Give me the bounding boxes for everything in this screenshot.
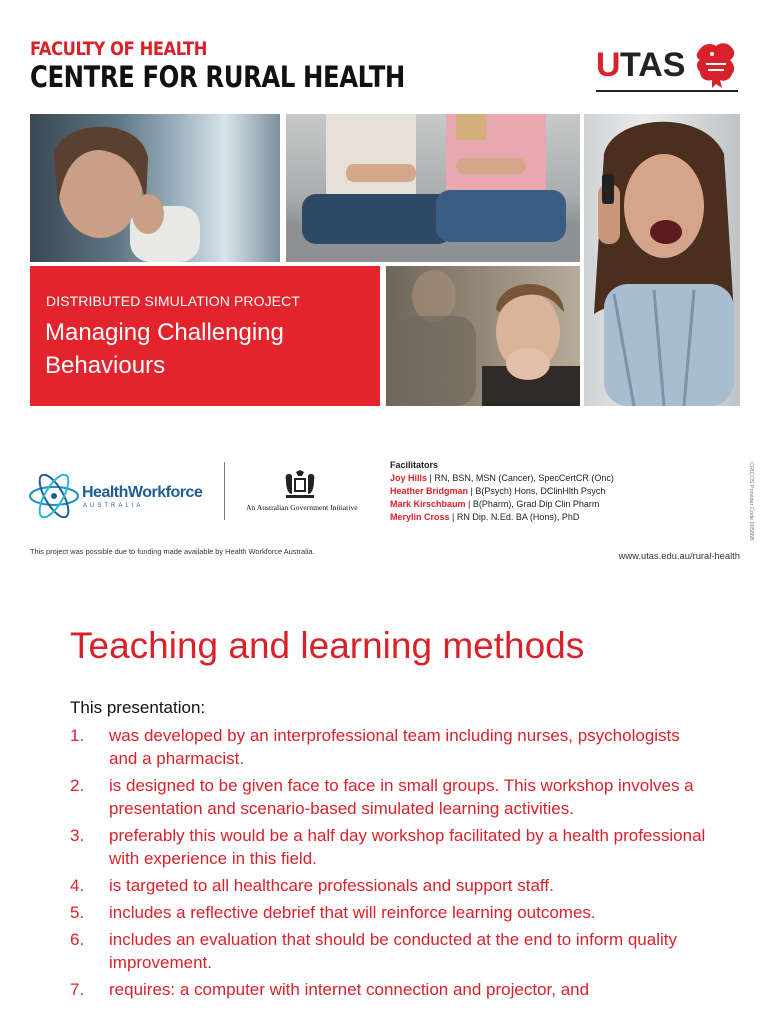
item-text: is targeted to all healthcare professionals and support staff. [109,876,554,895]
facilitator-row [390,485,614,498]
item-number: 4. [70,876,85,895]
item-text: includes an evaluation that should be conducted at the end to inform quality improvement. [109,930,677,972]
facilitator-row [390,498,614,511]
list-item [70,774,710,820]
project-label: DISTRIBUTED SIMULATION PROJECT [46,293,300,309]
photo-anxious-man [386,266,580,406]
website-link[interactable]: www.utas.edu.au/rural-health [618,550,740,561]
cricos-code: CRICOS Provider Code 00586B [748,462,754,541]
item-number: 7. [70,980,85,999]
item-text: preferably this would be a half day workshop facilitated by a health professional with experience in this field. [109,826,706,868]
coat-of-arms-icon [280,470,320,500]
slide-intro: This presentation: [70,698,206,717]
slide-title: Teaching and learning methods [70,625,585,666]
teaching-methods-slide [0,590,768,1024]
logo-underline [596,90,738,92]
facilitator-creds: | B(Psych) Hons, DClinHlth Psych [468,486,606,496]
list-item [70,928,710,974]
facilitator-name: Mark Kirschbaum [390,499,466,509]
logo-u: U [596,46,621,84]
facilitator-name: Merylin Cross [390,512,450,522]
item-number: 2. [70,776,85,795]
item-number: 1. [70,726,85,745]
item-text: is designed to be given face to face in small groups. This workshop involves a presentation and scenario-based simulated learning activities. [109,776,694,818]
item-text: includes a reflective debrief that will reinforce learning outcomes. [109,903,596,922]
photo-arguing-couple [286,114,580,262]
facilitator-creds: | B(Pharm), Grad Dip Clin Pharm [465,499,600,509]
facilitator-name: Heather Bridgman [390,486,469,496]
list-item [70,978,710,1001]
hwa-name: HealthWorkforce [82,484,203,501]
atom-icon [28,474,80,518]
item-number: 6. [70,930,85,949]
list-item [70,724,710,770]
utas-logo [596,40,742,94]
facilitator-creds: | RN, BSN, MSN (Cancer), SpecCertCR (Onc) [427,473,614,483]
centre-heading: CENTRE FOR RURAL HEALTH [30,60,405,94]
methods-list [70,724,710,1005]
photo-distressed-woman [30,114,280,262]
item-text: was developed by an interprofessional team including nurses, psychologists and a pharmacist. [109,726,680,768]
facilitators-block [390,459,614,524]
lion-icon [692,40,740,90]
facilitator-creds: | RN Dip. N.Ed. BA (Hons), PhD [449,512,580,522]
health-workforce-logo [28,470,228,520]
presentation-title: Managing Challenging Behaviours [45,319,284,379]
item-number: 3. [70,826,85,845]
hwa-country: AUSTRALIA [83,503,144,509]
facilitator-row [390,472,614,485]
title-banner [30,266,380,406]
list-item [70,901,710,924]
government-initiative: An Australian Government Initiative [246,503,358,512]
item-text: requires: a computer with internet connection and projector, and [109,980,590,999]
list-item [70,824,710,870]
logo-divider [224,462,225,520]
list-item [70,874,710,897]
faculty-heading: FACULTY OF HEALTH [30,38,208,60]
facilitator-row [390,511,614,524]
government-crest [242,470,358,518]
item-number: 5. [70,903,85,922]
logo-tas: TAS [620,46,686,84]
photo-angry-woman-phone [584,114,740,406]
funding-note: This project was possible due to funding made available by Health Workforce Australia. [30,547,315,556]
facilitators-heading: Facilitators [390,460,439,470]
facilitator-name: Joy Hills [390,473,428,483]
